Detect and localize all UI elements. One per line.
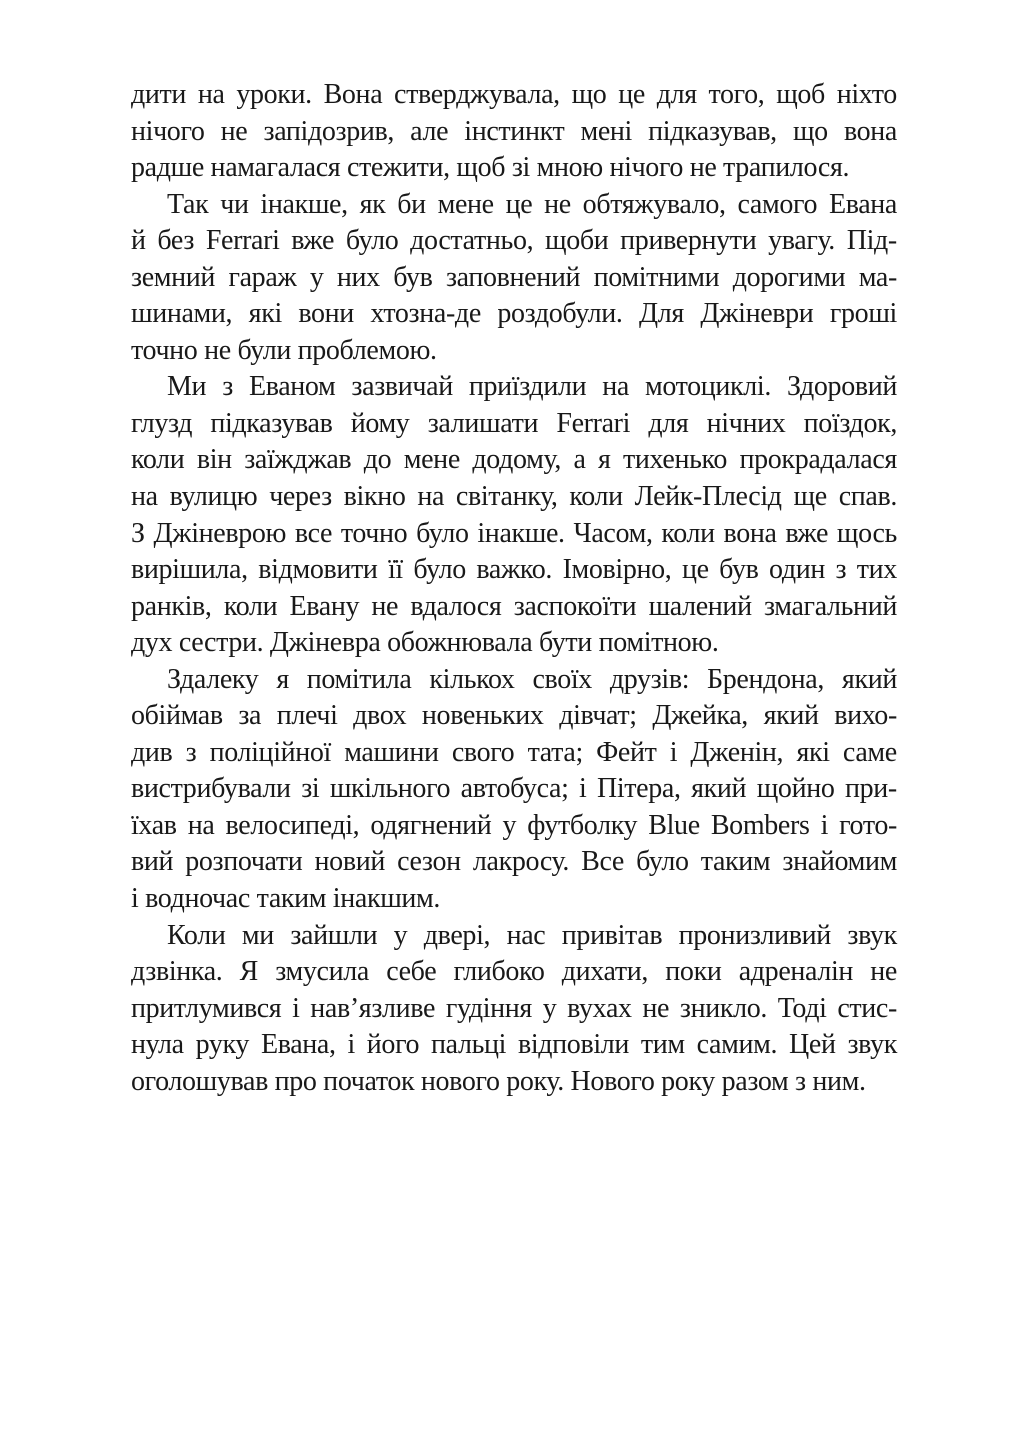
paragraph	[131, 77, 897, 187]
text-line: шинами, які вони хтозна-де роздобули. Для Джіневри гроші	[131, 298, 897, 330]
paragraph	[131, 918, 897, 1101]
text-line: точно не були проблемою.	[131, 334, 437, 366]
text-line: нічого не запідозрив, але інстинкт мені підказував, що вона	[131, 115, 897, 147]
paragraph	[131, 369, 897, 661]
text-line: ранків, коли Евану не вдалося заспокоїти шалений змагальний	[131, 590, 897, 622]
text-line: й без Ferrari вже було достатньо, щоби привернути увагу. Під-	[131, 225, 897, 257]
text-line: оголошував про початок нового року. Нового року разом з ним.	[131, 1065, 866, 1097]
paragraph	[131, 187, 897, 370]
text-line: коли він заїжджав до мене додому, а я тихенько прокрадалася	[131, 444, 897, 476]
text-line: дити на уроки. Вона стверджувала, що це для того, щоб ніхто	[131, 79, 897, 110]
text-line: обіймав за плечі двох новеньких дівчат; Джейка, який вихо-	[131, 700, 897, 732]
text-line: притлумився і нав’язливе гудіння у вухах не зникло. Тоді стис-	[131, 992, 897, 1024]
text-line: радше намагалася стежити, щоб зі мною нічого не трапилося.	[131, 152, 850, 184]
text-line: див з поліційної машини свого тата; Фейт і Дженін, які саме	[131, 736, 897, 768]
text-line: вирішила, відмовити її було важко. Імовірно, це був один з тих	[131, 554, 897, 586]
text-line: глузд підказував йому залишати Ferrari для нічних поїздок,	[131, 407, 897, 439]
text-line: Здалеку я помітила кількох своїх друзів: Брендона, який	[167, 663, 897, 695]
text-line: нула руку Евана, і його пальці відповіли тим самим. Цей звук	[131, 1029, 897, 1061]
text-line: З Джіневрою все точно було інакше. Часом, коли вона вже щось	[131, 517, 897, 549]
text-line: Так чи інакше, як би мене це не обтяжувало, самого Евана	[167, 188, 897, 220]
text-line: і водночас таким інакшим.	[131, 883, 441, 915]
text-line: дзвінка. Я змусила себе глибоко дихати, поки адреналін не	[131, 956, 897, 988]
text-line: Ми з Еваном зазвичай приїздили на мотоциклі. Здоровий	[167, 371, 897, 403]
text-line: земний гараж у них був заповнений помітними дорогими ма-	[131, 261, 897, 293]
text-line: вистрибували зі шкільного автобуса; і Пітера, який щойно при-	[131, 773, 897, 805]
text-line: дух сестри. Джіневра обожнювала бути помітною.	[131, 627, 719, 659]
paragraph	[131, 662, 897, 918]
text-line: Коли ми зайшли у двері, нас привітав пронизливий звук	[167, 919, 897, 951]
text-block	[131, 77, 897, 1100]
text-line: їхав на велосипеді, одягнений у футболку Blue Bombers і гото-	[131, 809, 897, 841]
text-line: вий розпочати новий сезон лакросу. Все було таким знайомим	[131, 846, 897, 878]
text-line: на вулицю через вікно на світанку, коли Лейк-Плесід ще спав.	[131, 481, 897, 513]
